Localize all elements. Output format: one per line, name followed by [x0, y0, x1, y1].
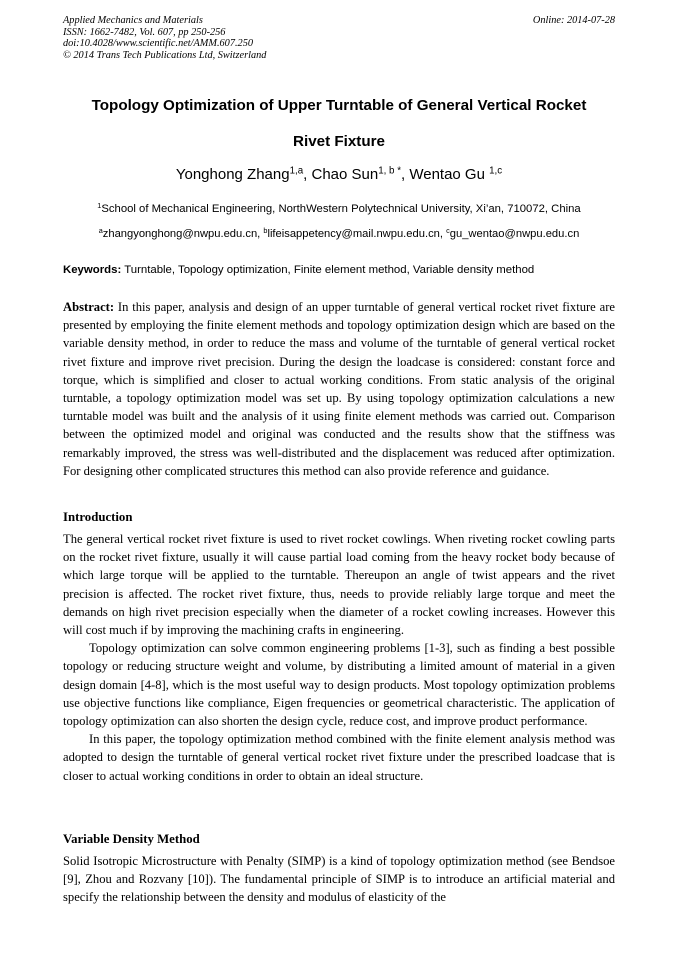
- author-affil-mark: 1, b *: [378, 165, 401, 177]
- paragraph: Solid Isotropic Microstructure with Penalty (SIMP) is a kind of topology optimization method (see Bendsoe [9], Zhou and Rozvany [10]). The fundamental principle of SIMP is to introduce an artificial material and specify the relationship between the density and modulus of elasticity of the: [63, 854, 615, 905]
- introduction-heading: Introduction: [63, 510, 133, 524]
- author-affil-mark: 1,c: [489, 165, 503, 177]
- affiliation: [0, 200, 678, 215]
- keywords-label: Keywords:: [63, 264, 122, 276]
- email-link[interactable]: lifeisappetency@mail.nwpu.edu.cn,: [267, 228, 447, 240]
- affiliation-mark: 1: [97, 200, 102, 210]
- author-separator: ,: [401, 166, 410, 183]
- abstract-label: Abstract:: [63, 300, 115, 314]
- author-separator: ,: [303, 166, 312, 183]
- title-line-1: Topology Optimization of Upper Turntable of General Vertical Rocket: [91, 97, 587, 114]
- introduction-body: [63, 530, 615, 785]
- author-affil-mark: 1,a: [289, 165, 304, 177]
- title-line-2: Rivet Fixture: [293, 133, 385, 150]
- paper-title: [40, 88, 638, 160]
- author-name: Yonghong Zhang: [175, 166, 290, 183]
- author-name: Chao Sun: [311, 166, 379, 183]
- issn-line: ISSN: 1662-7482, Vol. 607, pp 250-256: [63, 26, 226, 38]
- author-list: [0, 166, 678, 183]
- paragraph: The general vertical rocket rivet fixture is used to rivet rocket cowlings. When riveting rocket cowling parts on the rocket rivet fixture, usually it will cause partial load coming from the heavy rocket body because of which large torque will be applied to the turntable. Thereupon an angle of twist appears and the rivet precision is affected. The rocket rivet fixture, thus, needs to provide reliably large torque and meet the demands on high rivet precision especially when the diameter of a rocket cowling increases. However this will cost much if by improving the machining crafts in engineering.: [63, 532, 615, 638]
- affiliation-text: School of Mechanical Engineering, NorthWestern Polytechnical University, Xi’an, 710072, China: [101, 203, 581, 215]
- author-emails: [0, 228, 678, 240]
- abstract-paragraph: [63, 298, 615, 480]
- author-name: Wentao Gu: [409, 166, 490, 183]
- journal-name: Applied Mechanics and Materials: [63, 15, 203, 26]
- email-mark: a: [98, 226, 103, 235]
- abstract: [63, 298, 615, 480]
- email-mark: b: [263, 226, 268, 235]
- journal-header: [63, 15, 615, 61]
- email-mark: c: [446, 226, 450, 235]
- doi-line: doi:10.4028/www.scientific.net/AMM.607.250: [63, 38, 253, 50]
- variable-density-body: [63, 852, 615, 907]
- copyright-line: © 2014 Trans Tech Publications Ltd, Switzerland: [63, 49, 267, 61]
- paragraph: Topology optimization can solve common engineering problems [1-3], such as finding a best possible topology or reducing structure weight and volume, by distributing a limited amount of material in a given design domain [4-8], which is the most useful way to design products. Most topology optimization problems use objective functions like compliance, Eigen frequencies or geometrical characteristic. The application of topology optimization can also shorten the design cycle, reduce cost, and improve product performance.: [63, 641, 615, 729]
- paragraph: In this paper, the topology optimization method combined with the finite element analysis method was adopted to design the turntable of general vertical rocket rivet fixture under the prescribed loadcase that is closer to actual working conditions in order to obtain an ideal structure.: [63, 732, 615, 783]
- variable-density-heading: Variable Density Method: [63, 832, 200, 846]
- keywords-text: Turntable, Topology optimization, Finite element method, Variable density method: [121, 264, 535, 276]
- email-link[interactable]: gu_wentao@nwpu.edu.cn: [449, 228, 580, 240]
- online-date: Online: 2014-07-28: [532, 15, 615, 26]
- abstract-text: In this paper, analysis and design of an upper turntable of general vertical rocket rivet fixture are presented by employing the finite element methods and topology optimization design which are based on the variable density method, in order to reduce the mass and volume of the turntable of general vertical rocket rivet fixture and improve rivet precision. During the design the loadcase is considered: constant force and torque, which is simplified and closer to actual working conditions. From static analysis of the original turntable, a topology optimization model was set up. By using topology optimization calculations a new turntable model was built and the analysis of it using finite element methods was carried out. Comparison between the optimized model and original was conducted and the results show that the stiffness was remarkably improved, the stress was well-distributed and the displacement was reduced after optimization. For designing other complicated structures this method can also provide reference and guidance.: [63, 300, 615, 478]
- keywords: [63, 264, 623, 276]
- email-link[interactable]: zhangyonghong@nwpu.edu.cn,: [102, 228, 264, 240]
